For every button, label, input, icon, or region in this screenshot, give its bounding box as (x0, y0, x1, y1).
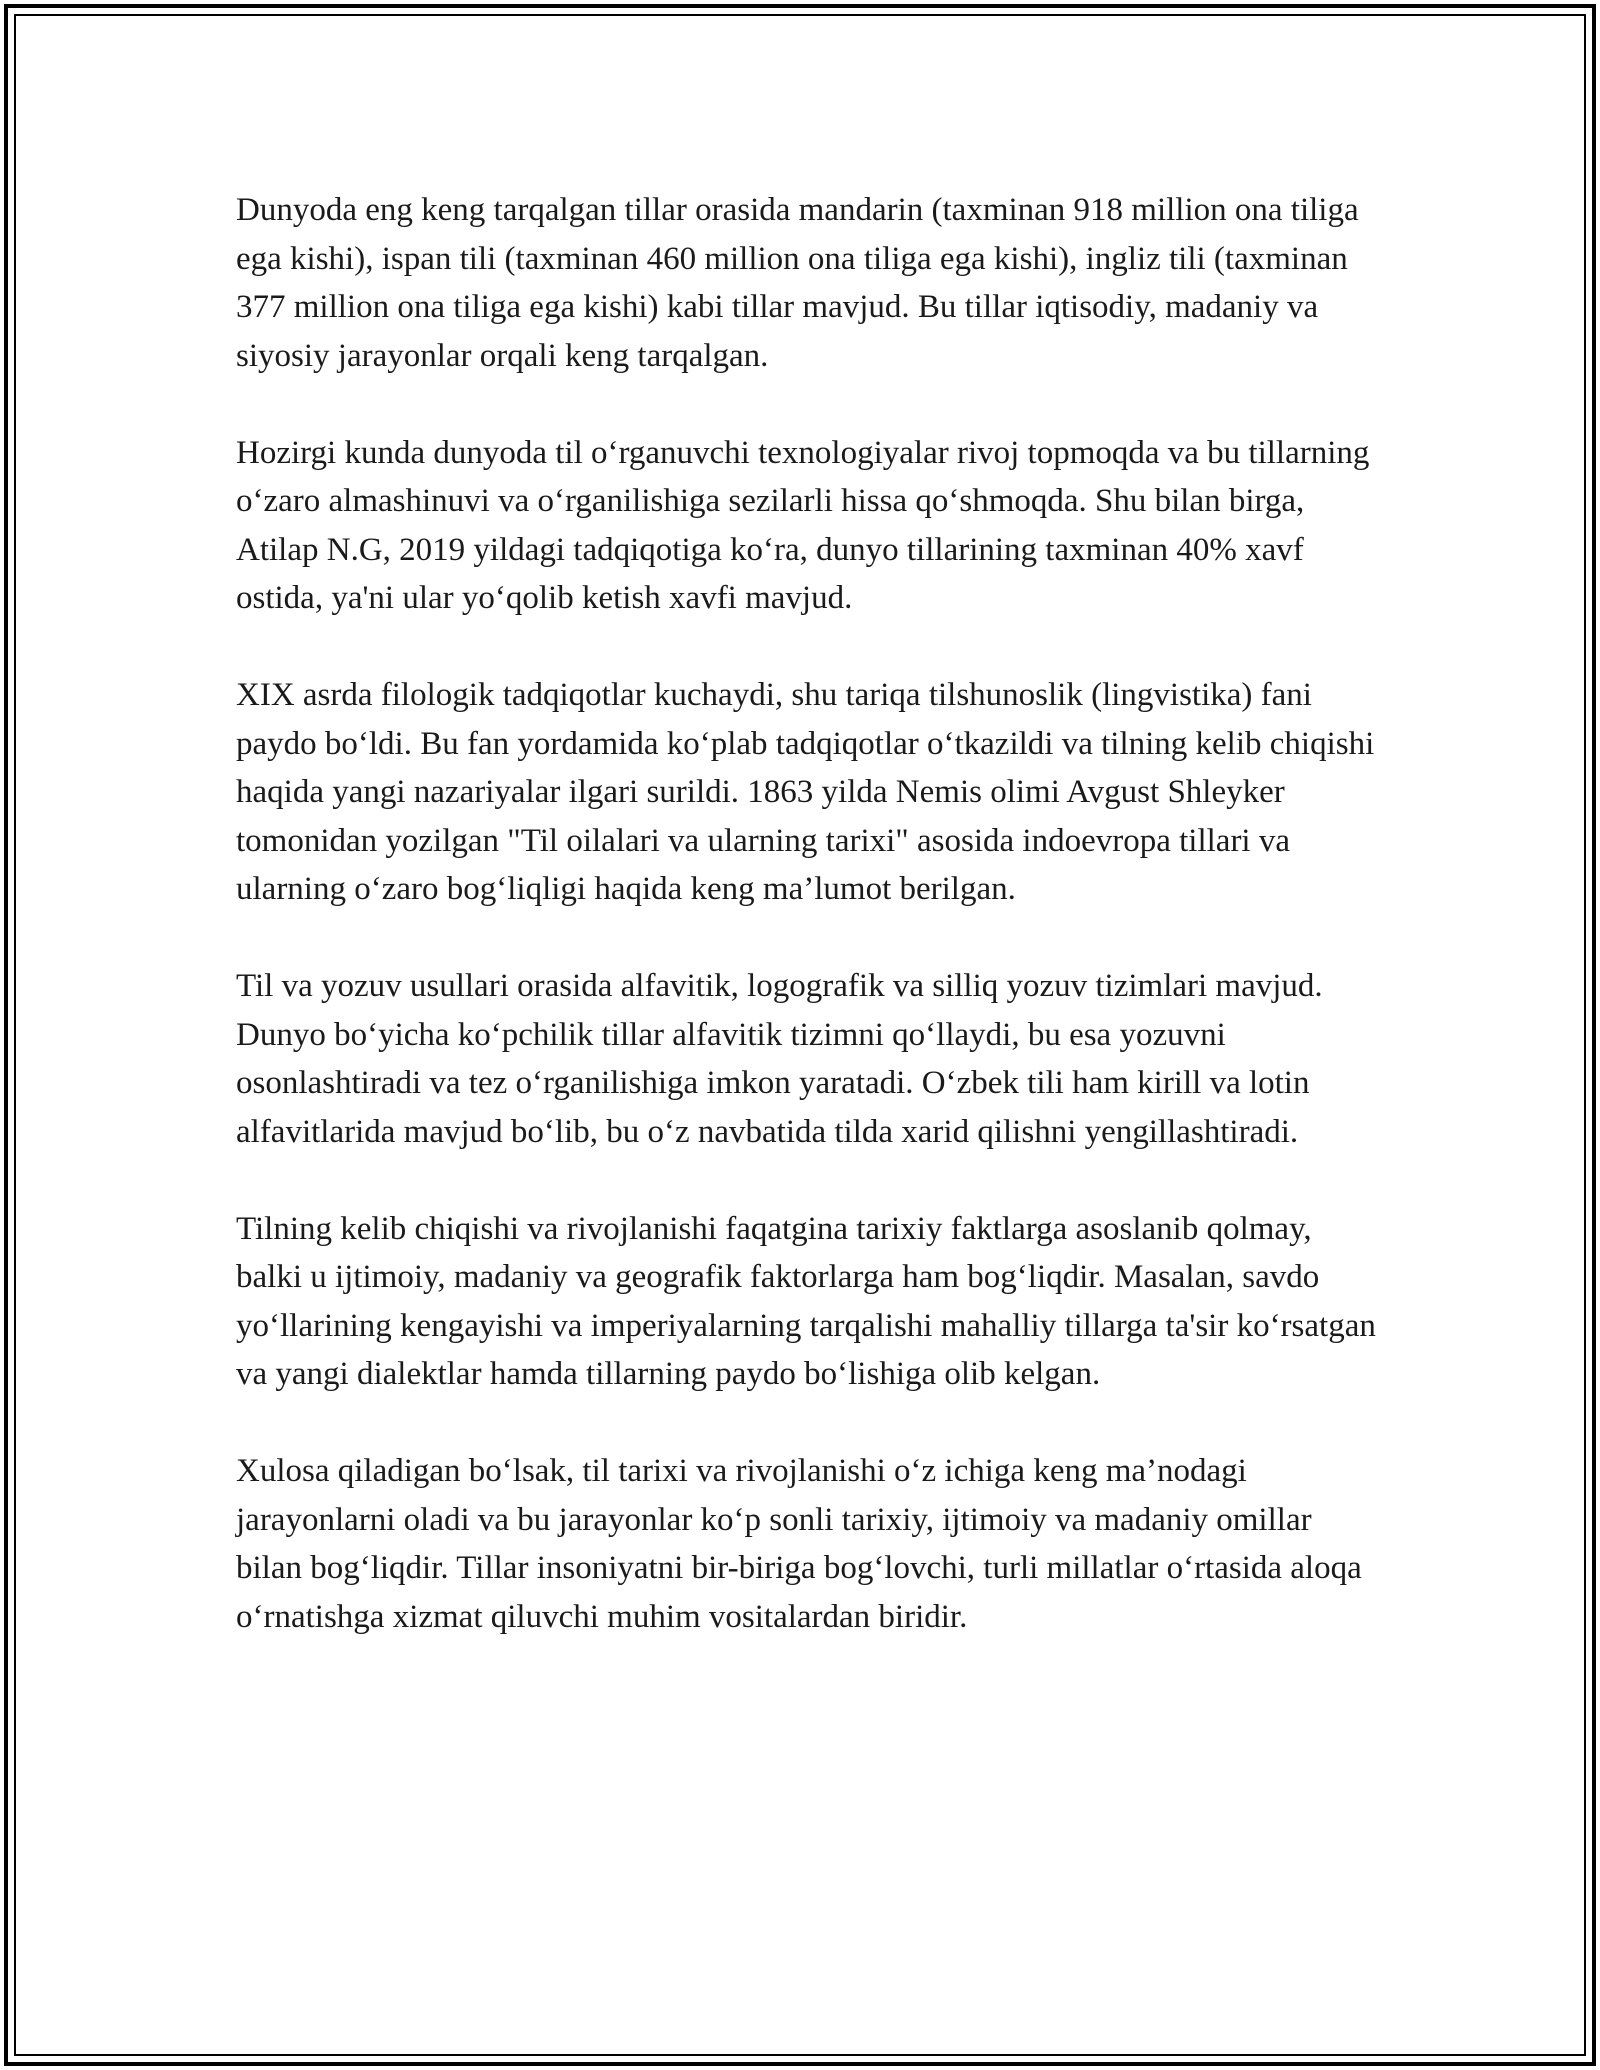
paragraph-language-factors: Tilning kelib chiqishi va rivojlanishi faqatgina tarixiy faktlarga asoslanib qolmay, balki u ijtimoiy, madaniy va geografik faktorlarga ham bog‘liqdir. Masalan, savdo yo‘llarining kengayishi va imperiyalarning tarqalishi mahalliy tillarga ta'sir ko‘rsatgan va yangi dialektlar hamda tillarning paydo bo‘lishiga olib kelgan. (236, 1210, 1376, 1392)
paragraph-language-technologies: Hozirgi kunda dunyoda til o‘rganuvchi texnologiyalar rivoj topmoqda va bu tillarning o‘zaro almashinuvi va o‘rganilishiga sezilarli hissa qo‘shmoqda. Shu bilan birga, Atilap N.G, 2019 yildagi tadqiqotiga ko‘ra, dunyo tillarining taxminan 40% xavf ostida, ya'ni ular yo‘qolib ketish xavfi mavjud. (236, 434, 1370, 616)
paragraph-philology-history: XIX asrda filologik tadqiqotlar kuchaydi, shu tariqa tilshunoslik (lingvistika) fani paydo bo‘ldi. Bu fan yordamida ko‘plab tadqiqotlar o‘tkazildi va tilning kelib chiqishi haqida yangi nazariyalar ilgari surildi. 1863 yilda Nemis olimi Avgust Shleyker tomonidan yozilgan "Til oilalari va ularning tarixi" asosida indoevropa tillari va ularning o‘zaro bog‘liqligi haqida keng ma’lumot berilgan. (236, 677, 1375, 907)
paragraph-conclusion: Xulosa qiladigan bo‘lsak, til tarixi va rivojlanishi o‘z ichiga keng ma’nodagi jarayonlarni oladi va bu jarayonlar ko‘p sonli tarixiy, ijtimoiy va madaniy omillar bilan bog‘liqdir. Tillar insoniyatni bir-biriga bog‘lovchi, turli millatlar o‘rtasida aloqa o‘rnatishga xizmat qiluvchi muhim vositalardan biridir. (236, 1453, 1362, 1635)
paragraph-writing-systems: Til va yozuv usullari orasida alfavitik, logografik va silliq yozuv tizimlari mavjud. Dunyo bo‘yicha ko‘pchilik tillar alfavitik tizimni qo‘llaydi, bu esa yozuvni osonlashtiradi va tez o‘rganilishiga imkon yaratadi. O‘zbek tili ham kirill va lotin alfavitlarida mavjud bo‘lib, bu o‘z navbatida tilda xarid qilishni yengillashtiradi. (236, 968, 1323, 1150)
paragraph-languages-spread: Dunyoda eng keng tarqalgan tillar orasida mandarin (taxminan 918 million ona tiliga ega kishi), ispan tili (taxminan 460 million ona tiliga ega kishi), ingliz tili (taxminan 377 million ona tiliga ega kishi) kabi tillar mavjud. Bu tillar iqtisodiy, madaniy va siyosiy jarayonlar orqali keng tarqalgan. (236, 192, 1359, 374)
document-body (236, 186, 1376, 1690)
